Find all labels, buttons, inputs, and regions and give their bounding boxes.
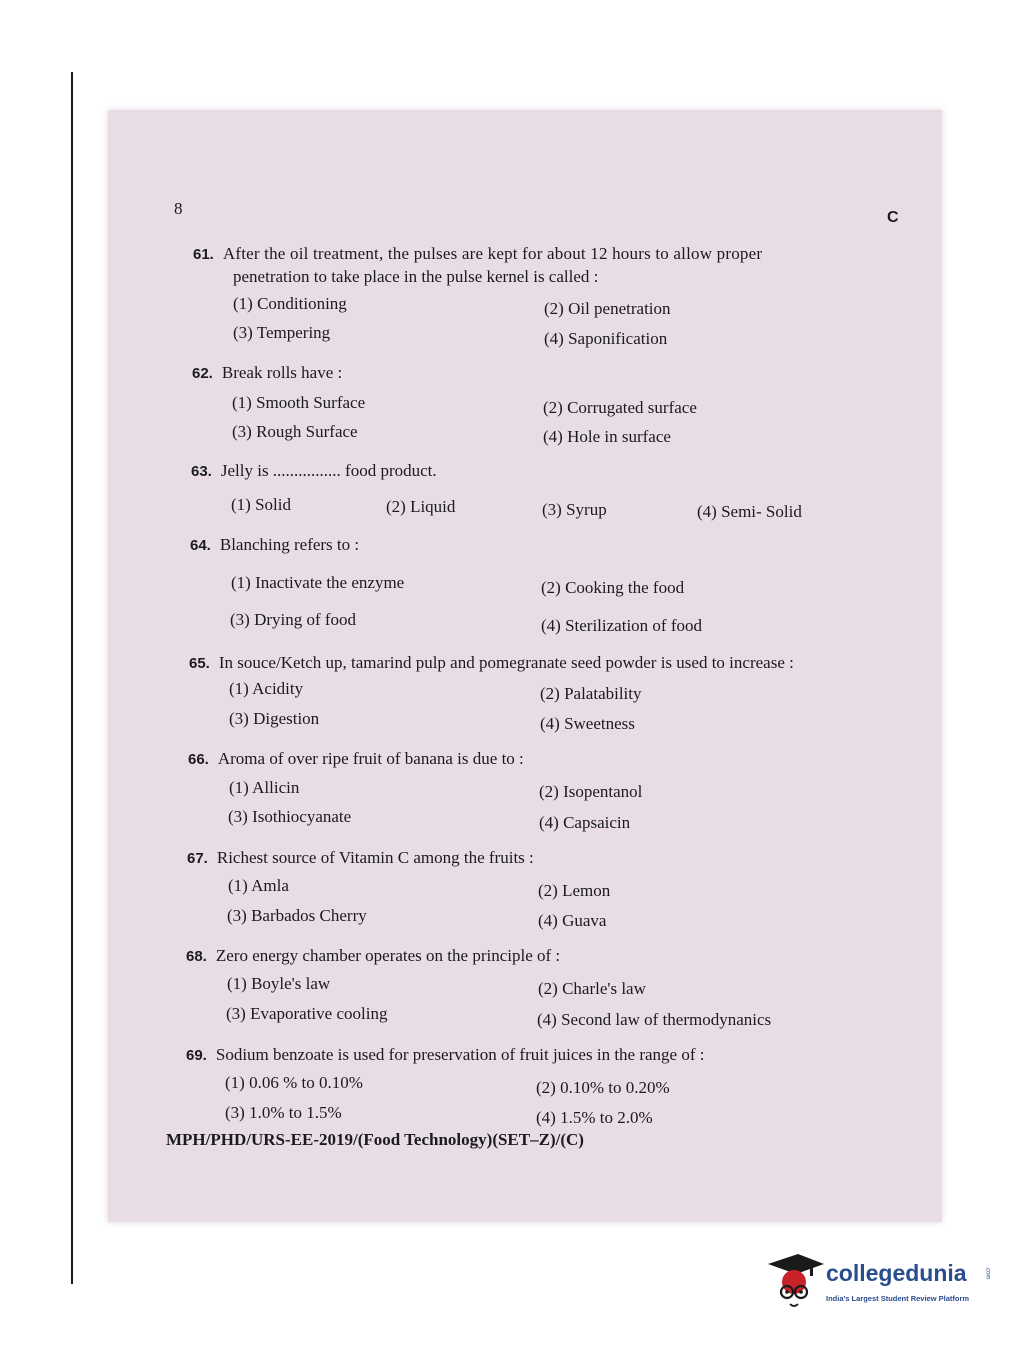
option: (3) Tempering xyxy=(233,323,331,342)
question-65 xyxy=(189,652,794,674)
option: (4) Hole in surface xyxy=(543,427,671,446)
question-67 xyxy=(187,847,534,869)
option: (4) Semi- Solid xyxy=(697,502,802,521)
option: (4) Guava xyxy=(538,911,607,930)
set-code: C xyxy=(887,209,899,226)
logo-tagline: India's Largest Student Review Platform xyxy=(826,1294,970,1303)
option: (1) Inactivate the enzyme xyxy=(231,573,405,592)
option: (4) Capsaicin xyxy=(539,813,631,832)
question-number: 69. xyxy=(186,1047,207,1064)
option: (3) Barbados Cherry xyxy=(227,906,367,925)
question-64 xyxy=(190,534,359,556)
option: (3) Rough Surface xyxy=(232,422,358,441)
question-number: 64. xyxy=(190,537,211,554)
option: (2) Corrugated surface xyxy=(543,398,697,417)
option: (3) Syrup xyxy=(542,500,607,519)
option: (2) Liquid xyxy=(386,497,456,516)
option: (4) 1.5% to 2.0% xyxy=(536,1108,653,1127)
paper-code-footer: MPH/PHD/URS-EE-2019/(Food Technology)(SET–Z)/(C) xyxy=(166,1130,584,1149)
question-68 xyxy=(186,945,560,967)
option: (1) 0.06 % to 0.10% xyxy=(225,1073,363,1092)
option: (1) Solid xyxy=(231,495,291,514)
option: (3) Evaporative cooling xyxy=(226,1004,388,1023)
page-number: 8 xyxy=(174,199,183,218)
question-number: 66. xyxy=(188,751,209,768)
option: (2) Lemon xyxy=(538,881,611,900)
question-number: 61. xyxy=(193,246,214,263)
question-61-line2: penetration to take place in the pulse kernel is called : xyxy=(233,267,599,286)
option: (1) Amla xyxy=(228,876,289,895)
option: (2) Isopentanol xyxy=(539,782,643,801)
option: (3) Isothiocyanate xyxy=(228,807,352,826)
question-text: Aroma of over ripe fruit of banana is due to : xyxy=(217,749,524,768)
option: (3) 1.0% to 1.5% xyxy=(225,1103,342,1122)
option: (3) Drying of food xyxy=(230,610,357,629)
graduate-mascot-icon xyxy=(764,1248,826,1320)
question-text: Break rolls have : xyxy=(221,363,343,382)
option: (4) Sweetness xyxy=(540,714,635,733)
question-number: 68. xyxy=(186,948,207,965)
option: (4) Second law of thermodynanics xyxy=(537,1010,772,1029)
option: (4) Sterilization of food xyxy=(541,616,702,635)
option: (2) 0.10% to 0.20% xyxy=(536,1078,670,1097)
collegedunia-logo xyxy=(764,1248,994,1320)
question-62 xyxy=(192,362,342,384)
option: (3) Digestion xyxy=(229,709,320,728)
option: (2) Oil penetration xyxy=(544,299,671,318)
logo-dotcom: .com xyxy=(984,1266,991,1280)
option: (4) Saponification xyxy=(544,329,668,348)
question-63 xyxy=(191,460,437,482)
question-number: 62. xyxy=(192,365,213,382)
logo-name: collegedunia xyxy=(826,1260,967,1286)
option: (2) Cooking the food xyxy=(541,578,685,597)
option: (1) Acidity xyxy=(229,679,304,698)
question-66 xyxy=(188,748,524,770)
question-number: 65. xyxy=(189,655,210,672)
question-number: 67. xyxy=(187,850,208,867)
option: (1) Allicin xyxy=(229,778,300,797)
question-text: In souce/Ketch up, tamarind pulp and pomegranate seed powder is used to increase : xyxy=(218,653,794,672)
option: (1) Smooth Surface xyxy=(232,393,366,412)
option: (1) Conditioning xyxy=(233,294,347,313)
question-text: Jelly is ................ food product. xyxy=(220,461,437,480)
question-text: Richest source of Vitamin C among the fruits : xyxy=(216,848,534,867)
option: (1) Boyle's law xyxy=(227,974,331,993)
page-edge-line xyxy=(71,72,73,1284)
option: (2) Charle's law xyxy=(538,979,646,998)
question-text: Blanching refers to : xyxy=(219,535,360,554)
option: (2) Palatability xyxy=(540,684,642,703)
question-text: After the oil treatment, the pulses are kept for about 12 hours to allow proper xyxy=(222,244,763,263)
question-61 xyxy=(193,243,762,265)
question-69 xyxy=(186,1044,704,1066)
question-text: Sodium benzoate is used for preservation of fruit juices in the range of : xyxy=(215,1045,705,1064)
question-number: 63. xyxy=(191,463,212,480)
question-text: Zero energy chamber operates on the principle of : xyxy=(215,946,561,965)
